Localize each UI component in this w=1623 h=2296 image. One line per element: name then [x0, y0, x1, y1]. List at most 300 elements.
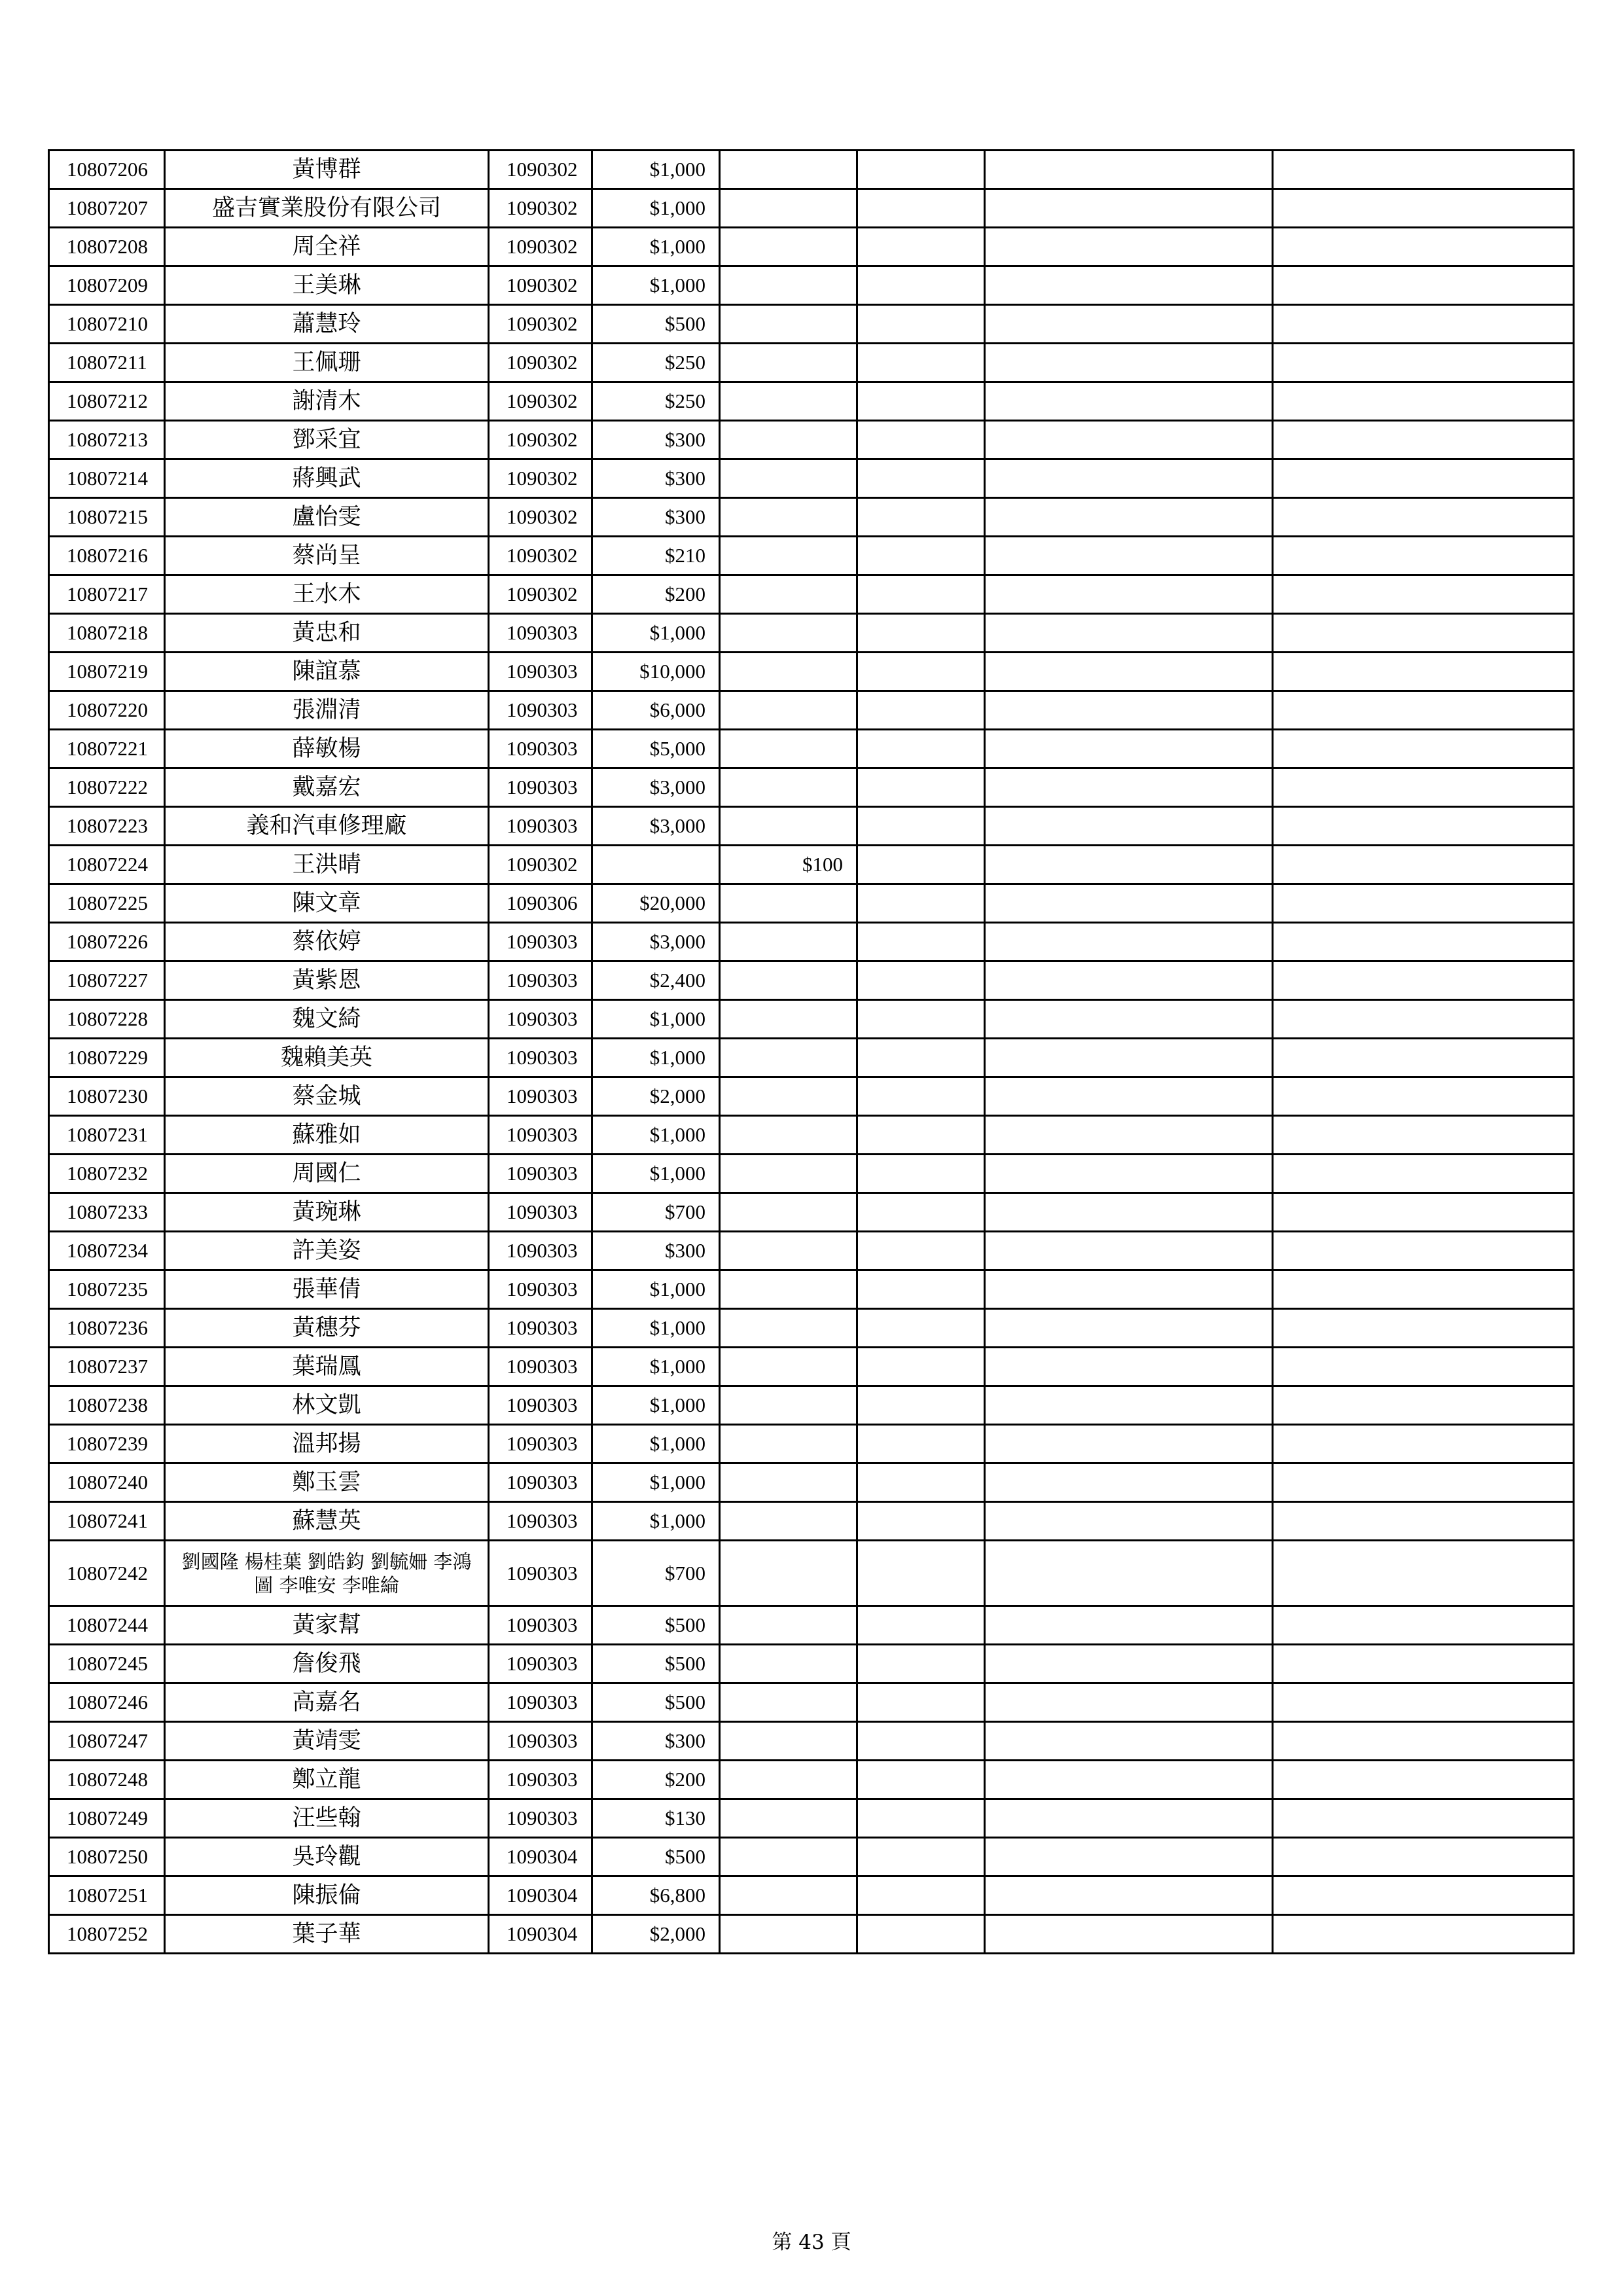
cell-amount: $1,000 — [592, 1386, 720, 1425]
cell-donor-name: 詹俊飛 — [165, 1645, 489, 1683]
cell-empty — [985, 1645, 1273, 1683]
cell-empty — [985, 1039, 1273, 1077]
cell-empty — [985, 884, 1273, 923]
cell-amount-2 — [720, 344, 857, 382]
cell-amount: $250 — [592, 382, 720, 421]
cell-empty — [1273, 459, 1574, 498]
cell-donor-name: 鄭玉雲 — [165, 1463, 489, 1502]
cell-receipt-id: 10807210 — [49, 305, 165, 344]
cell-empty — [857, 459, 985, 498]
cell-date: 1090303 — [489, 1348, 592, 1386]
cell-receipt-id: 10807245 — [49, 1645, 165, 1683]
cell-amount: $1,000 — [592, 1463, 720, 1502]
cell-amount-2 — [720, 1039, 857, 1077]
cell-receipt-id: 10807235 — [49, 1270, 165, 1309]
cell-amount-2 — [720, 537, 857, 575]
cell-empty — [857, 653, 985, 691]
cell-empty — [1273, 537, 1574, 575]
cell-empty — [857, 421, 985, 459]
cell-empty — [985, 691, 1273, 730]
table-row — [49, 1915, 1574, 1954]
cell-receipt-id: 10807211 — [49, 344, 165, 382]
cell-date: 1090303 — [489, 1722, 592, 1761]
cell-empty — [1273, 691, 1574, 730]
cell-date: 1090303 — [489, 1761, 592, 1799]
cell-date: 1090303 — [489, 691, 592, 730]
cell-amount — [592, 846, 720, 884]
cell-empty — [857, 691, 985, 730]
cell-empty — [985, 228, 1273, 266]
cell-amount-2 — [720, 1876, 857, 1915]
cell-empty — [857, 768, 985, 807]
cell-empty — [1273, 189, 1574, 228]
cell-empty — [985, 1425, 1273, 1463]
cell-empty — [857, 1348, 985, 1386]
cell-amount-2 — [720, 1915, 857, 1954]
cell-empty — [1273, 923, 1574, 961]
cell-empty — [1273, 344, 1574, 382]
cell-date: 1090303 — [489, 1386, 592, 1425]
cell-empty — [985, 1232, 1273, 1270]
cell-empty — [1273, 1077, 1574, 1116]
cell-receipt-id: 10807212 — [49, 382, 165, 421]
cell-donor-name: 蕭慧玲 — [165, 305, 489, 344]
cell-receipt-id: 10807224 — [49, 846, 165, 884]
cell-donor-name: 黃博群 — [165, 151, 489, 189]
cell-donor-name: 王水木 — [165, 575, 489, 614]
cell-empty — [1273, 1270, 1574, 1309]
cell-amount-2 — [720, 1541, 857, 1606]
cell-empty — [857, 305, 985, 344]
table-row — [49, 768, 1574, 807]
cell-amount-2 — [720, 228, 857, 266]
cell-empty — [857, 1761, 985, 1799]
cell-empty — [985, 1502, 1273, 1541]
cell-empty — [985, 1876, 1273, 1915]
cell-date: 1090302 — [489, 537, 592, 575]
cell-donor-name: 盧怡雯 — [165, 498, 489, 537]
cell-amount: $300 — [592, 1722, 720, 1761]
cell-empty — [985, 305, 1273, 344]
cell-empty — [857, 1722, 985, 1761]
cell-date: 1090303 — [489, 1309, 592, 1348]
table-row — [49, 730, 1574, 768]
cell-amount-2 — [720, 1116, 857, 1155]
cell-donor-name: 周全祥 — [165, 228, 489, 266]
cell-amount: $700 — [592, 1541, 720, 1606]
cell-empty — [857, 1077, 985, 1116]
cell-receipt-id: 10807238 — [49, 1386, 165, 1425]
cell-empty — [1273, 1541, 1574, 1606]
table-row — [49, 266, 1574, 305]
table-row — [49, 1606, 1574, 1645]
cell-amount: $1,000 — [592, 1039, 720, 1077]
cell-empty — [985, 730, 1273, 768]
cell-amount: $300 — [592, 421, 720, 459]
cell-empty — [985, 151, 1273, 189]
cell-empty — [857, 807, 985, 846]
cell-date: 1090303 — [489, 1683, 592, 1722]
cell-empty — [1273, 1155, 1574, 1193]
cell-amount-2 — [720, 807, 857, 846]
donation-ledger-table — [48, 149, 1575, 1954]
cell-empty — [985, 768, 1273, 807]
cell-empty — [857, 1645, 985, 1683]
cell-amount-2 — [720, 575, 857, 614]
cell-empty — [985, 807, 1273, 846]
cell-date: 1090302 — [489, 228, 592, 266]
cell-empty — [985, 1463, 1273, 1502]
cell-amount: $3,000 — [592, 807, 720, 846]
cell-donor-name: 義和汽車修理廠 — [165, 807, 489, 846]
cell-receipt-id: 10807220 — [49, 691, 165, 730]
cell-empty — [857, 1232, 985, 1270]
cell-empty — [1273, 1116, 1574, 1155]
cell-empty — [857, 344, 985, 382]
table-row — [49, 575, 1574, 614]
cell-empty — [985, 459, 1273, 498]
cell-empty — [985, 1386, 1273, 1425]
cell-donor-name: 蘇慧英 — [165, 1502, 489, 1541]
cell-donor-name: 林文凱 — [165, 1386, 489, 1425]
cell-amount: $210 — [592, 537, 720, 575]
table-row — [49, 807, 1574, 846]
cell-date: 1090303 — [489, 1463, 592, 1502]
table-row — [49, 614, 1574, 653]
table-row — [49, 1039, 1574, 1077]
cell-empty — [857, 1116, 985, 1155]
cell-amount: $300 — [592, 1232, 720, 1270]
table-row — [49, 498, 1574, 537]
cell-empty — [1273, 1876, 1574, 1915]
cell-donor-name: 周國仁 — [165, 1155, 489, 1193]
cell-empty — [985, 1348, 1273, 1386]
cell-donor-name: 薛敏楊 — [165, 730, 489, 768]
cell-empty — [857, 1155, 985, 1193]
cell-receipt-id: 10807247 — [49, 1722, 165, 1761]
cell-empty — [1273, 1039, 1574, 1077]
cell-empty — [1273, 1502, 1574, 1541]
cell-receipt-id: 10807221 — [49, 730, 165, 768]
cell-date: 1090303 — [489, 1799, 592, 1838]
cell-amount-2 — [720, 151, 857, 189]
cell-empty — [857, 537, 985, 575]
cell-empty — [985, 961, 1273, 1000]
cell-donor-name: 黃琬琳 — [165, 1193, 489, 1232]
cell-empty — [857, 884, 985, 923]
cell-amount-2 — [720, 1683, 857, 1722]
cell-receipt-id: 10807230 — [49, 1077, 165, 1116]
table-row — [49, 1683, 1574, 1722]
cell-receipt-id: 10807216 — [49, 537, 165, 575]
cell-date: 1090303 — [489, 768, 592, 807]
cell-donor-name: 蔡金城 — [165, 1077, 489, 1116]
cell-amount-2 — [720, 691, 857, 730]
cell-amount: $1,000 — [592, 614, 720, 653]
cell-receipt-id: 10807217 — [49, 575, 165, 614]
cell-amount: $1,000 — [592, 151, 720, 189]
cell-receipt-id: 10807232 — [49, 1155, 165, 1193]
cell-amount-2 — [720, 923, 857, 961]
table-row — [49, 1425, 1574, 1463]
table-row — [49, 884, 1574, 923]
cell-amount-2 — [720, 730, 857, 768]
cell-date: 1090303 — [489, 1502, 592, 1541]
cell-donor-name: 鄭立龍 — [165, 1761, 489, 1799]
cell-empty — [985, 1077, 1273, 1116]
cell-donor-name: 張淵清 — [165, 691, 489, 730]
cell-empty — [1273, 1838, 1574, 1876]
cell-date: 1090302 — [489, 266, 592, 305]
cell-amount-2 — [720, 1838, 857, 1876]
table-row — [49, 459, 1574, 498]
table-row — [49, 537, 1574, 575]
table-row — [49, 189, 1574, 228]
cell-empty — [985, 344, 1273, 382]
cell-amount: $1,000 — [592, 1000, 720, 1039]
cell-date: 1090303 — [489, 1000, 592, 1039]
table-row — [49, 1722, 1574, 1761]
cell-donor-name: 蔡依婷 — [165, 923, 489, 961]
cell-receipt-id: 10807214 — [49, 459, 165, 498]
cell-empty — [857, 189, 985, 228]
cell-empty — [857, 1425, 985, 1463]
cell-empty — [857, 1915, 985, 1954]
cell-empty — [1273, 1193, 1574, 1232]
cell-receipt-id: 10807242 — [49, 1541, 165, 1606]
table-row — [49, 1761, 1574, 1799]
cell-date: 1090303 — [489, 1606, 592, 1645]
cell-empty — [1273, 382, 1574, 421]
cell-date: 1090303 — [489, 1039, 592, 1077]
cell-amount: $1,000 — [592, 266, 720, 305]
cell-amount: $20,000 — [592, 884, 720, 923]
cell-date: 1090303 — [489, 614, 592, 653]
cell-empty — [857, 575, 985, 614]
cell-empty — [985, 653, 1273, 691]
cell-amount-2 — [720, 305, 857, 344]
cell-empty — [985, 1606, 1273, 1645]
cell-empty — [1273, 1722, 1574, 1761]
cell-receipt-id: 10807222 — [49, 768, 165, 807]
cell-amount-2 — [720, 1193, 857, 1232]
cell-date: 1090304 — [489, 1876, 592, 1915]
cell-amount: $2,400 — [592, 961, 720, 1000]
cell-amount: $130 — [592, 1799, 720, 1838]
cell-donor-name: 蔡尚呈 — [165, 537, 489, 575]
cell-empty — [857, 1193, 985, 1232]
cell-receipt-id: 10807239 — [49, 1425, 165, 1463]
cell-date: 1090302 — [489, 459, 592, 498]
table-row — [49, 421, 1574, 459]
cell-empty — [857, 1502, 985, 1541]
cell-amount: $1,000 — [592, 1309, 720, 1348]
cell-amount: $200 — [592, 575, 720, 614]
cell-empty — [857, 228, 985, 266]
cell-date: 1090303 — [489, 730, 592, 768]
cell-donor-name: 葉子華 — [165, 1915, 489, 1954]
table-row — [49, 1232, 1574, 1270]
cell-empty — [985, 189, 1273, 228]
cell-amount-2 — [720, 1761, 857, 1799]
cell-empty — [1273, 961, 1574, 1000]
cell-donor-name: 葉瑞鳳 — [165, 1348, 489, 1386]
cell-receipt-id: 10807233 — [49, 1193, 165, 1232]
cell-empty — [857, 1683, 985, 1722]
table-row — [49, 1155, 1574, 1193]
cell-empty — [985, 1309, 1273, 1348]
cell-empty — [857, 151, 985, 189]
table-row — [49, 1386, 1574, 1425]
cell-date: 1090304 — [489, 1915, 592, 1954]
cell-donor-name: 魏賴美英 — [165, 1039, 489, 1077]
table-row — [49, 1077, 1574, 1116]
cell-empty — [857, 1838, 985, 1876]
cell-receipt-id: 10807225 — [49, 884, 165, 923]
cell-amount-2 — [720, 382, 857, 421]
cell-empty — [985, 1270, 1273, 1309]
cell-empty — [1273, 1761, 1574, 1799]
cell-donor-name: 王美琳 — [165, 266, 489, 305]
cell-date: 1090302 — [489, 382, 592, 421]
cell-receipt-id: 10807223 — [49, 807, 165, 846]
cell-receipt-id: 10807226 — [49, 923, 165, 961]
cell-amount: $1,000 — [592, 1348, 720, 1386]
cell-receipt-id: 10807206 — [49, 151, 165, 189]
cell-empty — [985, 1799, 1273, 1838]
cell-date: 1090303 — [489, 1645, 592, 1683]
cell-empty — [1273, 498, 1574, 537]
cell-receipt-id: 10807208 — [49, 228, 165, 266]
cell-receipt-id: 10807246 — [49, 1683, 165, 1722]
cell-donor-name: 鄧采宜 — [165, 421, 489, 459]
table-row — [49, 1000, 1574, 1039]
cell-amount-2 — [720, 1348, 857, 1386]
table-row — [49, 923, 1574, 961]
cell-donor-name: 王洪晴 — [165, 846, 489, 884]
cell-date: 1090302 — [489, 305, 592, 344]
cell-empty — [1273, 1232, 1574, 1270]
table-row — [49, 1309, 1574, 1348]
cell-empty — [1273, 768, 1574, 807]
cell-empty — [985, 421, 1273, 459]
table-row — [49, 1348, 1574, 1386]
cell-empty — [857, 1876, 985, 1915]
cell-empty — [1273, 1799, 1574, 1838]
cell-empty — [985, 1541, 1273, 1606]
cell-donor-name: 高嘉名 — [165, 1683, 489, 1722]
cell-receipt-id: 10807231 — [49, 1116, 165, 1155]
table-row — [49, 228, 1574, 266]
table-row — [49, 691, 1574, 730]
cell-empty — [1273, 884, 1574, 923]
table-row — [49, 1838, 1574, 1876]
cell-amount-2 — [720, 1309, 857, 1348]
cell-amount: $10,000 — [592, 653, 720, 691]
cell-empty — [857, 1270, 985, 1309]
cell-empty — [1273, 575, 1574, 614]
cell-amount-2 — [720, 421, 857, 459]
cell-empty — [857, 614, 985, 653]
cell-donor-name: 陳振倫 — [165, 1876, 489, 1915]
cell-date: 1090302 — [489, 575, 592, 614]
cell-amount: $3,000 — [592, 923, 720, 961]
cell-empty — [985, 537, 1273, 575]
cell-receipt-id: 10807248 — [49, 1761, 165, 1799]
cell-amount: $500 — [592, 1838, 720, 1876]
cell-amount-2 — [720, 1425, 857, 1463]
cell-date: 1090302 — [489, 498, 592, 537]
cell-date: 1090302 — [489, 421, 592, 459]
cell-amount: $1,000 — [592, 1270, 720, 1309]
cell-amount-2 — [720, 1463, 857, 1502]
table-row — [49, 1270, 1574, 1309]
cell-receipt-id: 10807213 — [49, 421, 165, 459]
cell-donor-name: 戴嘉宏 — [165, 768, 489, 807]
cell-empty — [985, 1722, 1273, 1761]
cell-empty — [857, 1039, 985, 1077]
cell-receipt-id: 10807227 — [49, 961, 165, 1000]
cell-date: 1090303 — [489, 1155, 592, 1193]
cell-empty — [985, 1761, 1273, 1799]
cell-amount: $300 — [592, 459, 720, 498]
page-number: 第 43 頁 — [772, 2231, 851, 2254]
cell-empty — [1273, 614, 1574, 653]
cell-amount-2 — [720, 1645, 857, 1683]
table-row — [49, 846, 1574, 884]
cell-receipt-id: 10807252 — [49, 1915, 165, 1954]
cell-empty — [985, 382, 1273, 421]
cell-date: 1090303 — [489, 653, 592, 691]
cell-amount: $700 — [592, 1193, 720, 1232]
cell-donor-name: 蘇雅如 — [165, 1116, 489, 1155]
cell-receipt-id: 10807240 — [49, 1463, 165, 1502]
cell-receipt-id: 10807237 — [49, 1348, 165, 1386]
cell-amount: $1,000 — [592, 1425, 720, 1463]
cell-receipt-id: 10807207 — [49, 189, 165, 228]
cell-empty — [857, 1606, 985, 1645]
cell-empty — [1273, 1309, 1574, 1348]
cell-empty — [857, 1000, 985, 1039]
cell-empty — [985, 846, 1273, 884]
cell-empty — [1273, 1000, 1574, 1039]
cell-receipt-id: 10807244 — [49, 1606, 165, 1645]
cell-empty — [857, 1309, 985, 1348]
cell-empty — [857, 846, 985, 884]
cell-receipt-id: 10807234 — [49, 1232, 165, 1270]
table-row — [49, 1193, 1574, 1232]
table-row — [49, 1502, 1574, 1541]
cell-empty — [1273, 1915, 1574, 1954]
cell-receipt-id: 10807229 — [49, 1039, 165, 1077]
cell-donor-name: 王佩珊 — [165, 344, 489, 382]
cell-amount-2 — [720, 653, 857, 691]
cell-empty — [985, 1838, 1273, 1876]
cell-amount-2 — [720, 1606, 857, 1645]
cell-empty — [985, 1116, 1273, 1155]
cell-amount-2 — [720, 1270, 857, 1309]
cell-date: 1090303 — [489, 923, 592, 961]
cell-amount-2 — [720, 1799, 857, 1838]
cell-receipt-id: 10807241 — [49, 1502, 165, 1541]
cell-date: 1090303 — [489, 961, 592, 1000]
cell-empty — [1273, 1348, 1574, 1386]
cell-amount: $6,800 — [592, 1876, 720, 1915]
cell-empty — [985, 575, 1273, 614]
cell-date: 1090303 — [489, 1193, 592, 1232]
cell-empty — [857, 1799, 985, 1838]
cell-amount: $2,000 — [592, 1077, 720, 1116]
